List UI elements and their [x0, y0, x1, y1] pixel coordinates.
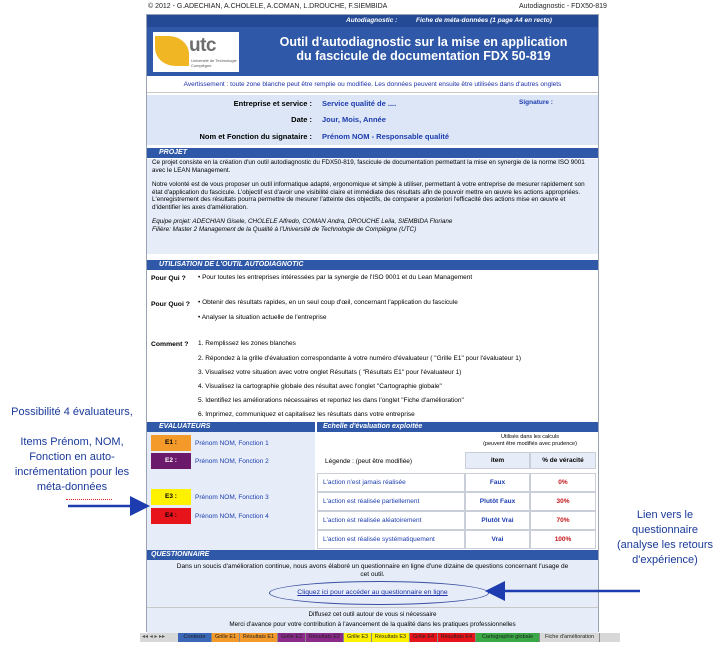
legend-label: Légende : (peut être modifiée) — [325, 458, 413, 465]
scale-label-1[interactable]: L'action est réalisée partiellement — [317, 492, 465, 511]
separator — [147, 607, 598, 608]
projet-section — [147, 159, 598, 254]
evaluator-badge-e4: E4 : — [151, 508, 191, 524]
questionnaire-link[interactable]: Cliquez ici pour accéder au questionnaire en ligne — [297, 589, 448, 596]
evaluator-badge-e1: E1 : — [151, 435, 191, 451]
tab-cartographie-globale[interactable]: Cartographie globale — [476, 633, 540, 642]
calc-note-line-2: (peuvent être modifiés avec prudence) — [483, 440, 577, 447]
subtitle-text: Fiche de méta-données (1 page A4 en recto) — [416, 17, 552, 24]
step-3: 3. Visualisez votre situation avec votre onglet Résultats ( "Résultats E1" pour l'évaluateur 1) — [198, 369, 462, 376]
document-header — [0, 0, 727, 14]
metadata-form — [147, 95, 598, 145]
calc-note — [465, 434, 595, 447]
evaluator-badge-e2: E2 : — [151, 453, 191, 469]
logo-swoosh-icon — [155, 36, 189, 66]
evaluator-name-e4[interactable]: Prénom NOM, Fonction 4 — [195, 513, 269, 520]
subtitle-bar — [147, 15, 598, 27]
questionnaire-text-1: Dans un soucis d'amélioration continue, nous avons élaboré un questionnaire en ligne d'une dizaine de questions concernant l'usage de — [176, 563, 569, 570]
projet-paragraph-1: Ce projet consiste en la création d'un outil autodiagnostic du FDX50-819, fascicule de documentation permettant la mise en synergie de la norme ISO 9001 avec le LEAN Management. — [152, 159, 585, 174]
step-5: 5. Identifiez les améliorations nécessaires et reportez les dans l'onglet "Fiche d'amélioration" — [198, 397, 464, 404]
page-title — [251, 35, 596, 63]
pourqui-item: • Pour toutes les entreprises intéressées par la synergie de l'ISO 9001 et du Lean Management — [198, 274, 473, 281]
tab-resultats-e2[interactable]: Résultats E2 — [306, 633, 344, 642]
step-4: 4. Visualisez la cartographie globale des résultat avec l'onglet "Cartographie globale" — [198, 383, 442, 390]
tab-grille-e4[interactable]: Grille E4 — [410, 633, 438, 642]
projet-heading: PROJET — [147, 148, 598, 158]
spreadsheet-sheet — [146, 14, 599, 632]
tab-resultats-e4[interactable]: Résultats E4 — [438, 633, 476, 642]
item-column-header: item — [465, 452, 530, 469]
utilisation-section — [147, 271, 598, 429]
copyright-text: © 2012 - G.ADECHIAN, A.CHOLELE, A.COMAN, L.DROUCHE, F.SIEMBIDA — [148, 3, 388, 10]
scale-label-3[interactable]: L'action est réalisée systématiquement — [317, 530, 465, 549]
annotation-evaluators — [2, 405, 142, 495]
projet-filiere: Filière: Master 2 Management de la Qualité à l'Université de Technologie de Compiègne (UTC) — [152, 225, 417, 233]
spellcheck-underline — [66, 498, 112, 500]
evaluator-badge-e3: E3 : — [151, 489, 191, 505]
title-line-1: Outil d'autodiagnostic sur la mise en application — [279, 35, 568, 49]
annotation-evaluators-text: Possibilité 4 évaluateurs, Items Prénom, NOM, Fonction en auto-incrémentation pour les méta-données — [11, 406, 133, 493]
pourquoi-label: Pour Quoi ? — [151, 301, 190, 308]
utilisation-heading: UTILISATION DE L'OUTIL AUTODIAGNOTIC — [147, 260, 598, 270]
tab-scroll-arrows-icon[interactable]: ◂◂ ◂ ▸ ▸▸ — [142, 634, 166, 640]
projet-paragraph-2: Notre volonté est de vous proposer un outil informatique adapté, ergonomique et simple à utiliser, permettant à votre entreprise de mesurer rapidement son état d'application du fascicule. L'objectif est d'avoir une visibilité claire et immédiate des résultats afin de pouvoir mettre en œuvre les actions appropriées. L'enregistrement des résultats pourra permettre de mesurer l'atteinte des objectifs, de comparer a posteriori l'efficacité des actions mise en œuvre et d'identifier les axes d'amélioration. — [152, 181, 585, 211]
tab-grille-e2[interactable]: Grille E2 — [278, 633, 306, 642]
utc-logo — [153, 32, 239, 72]
tab-fiche-amelioration[interactable]: Fiche d'amélioration — [540, 633, 600, 642]
document-code: Autodiagnostic - FDX50-819 — [519, 3, 607, 10]
signer-label: Nom et Fonction du signataire : — [199, 132, 312, 141]
subtitle-prefix: Autodiagnostic : — [346, 17, 398, 24]
scale-item-1[interactable]: Plutôt Faux — [465, 492, 530, 511]
tab-grille-e1[interactable]: Grille E1 — [212, 633, 240, 642]
separator — [147, 92, 598, 93]
step-1: 1. Remplissez les zones blanches — [198, 340, 296, 347]
logo-text: utc — [189, 35, 216, 56]
footer-line-2: Merci d'avance pour votre contribution à l'avancement de la qualité dans les pratiques professionnelles — [229, 621, 516, 628]
title-line-2: du fascicule de documentation FDX 50-819 — [296, 49, 551, 63]
scale-pct-2[interactable]: 70% — [530, 511, 596, 530]
scale-item-0[interactable]: Faux — [465, 473, 530, 492]
echelle-panel — [317, 432, 598, 550]
tab-grille-e3[interactable]: Grille E3 — [344, 633, 372, 642]
annotation-link — [610, 508, 720, 568]
footer-line-1: Diffusez cet outil autour de vous si nécessaire — [308, 611, 437, 618]
sheet-tabs — [140, 633, 620, 642]
signer-field[interactable]: Prénom NOM - Responsable qualité — [322, 132, 450, 141]
signature-label: Signature : — [519, 99, 553, 106]
calc-note-line-1: Utilisés dans les calculs — [500, 434, 560, 440]
scale-pct-0[interactable]: 0% — [530, 473, 596, 492]
scale-label-2[interactable]: L'action est réalisée aléatoirement — [317, 511, 465, 530]
projet-team: Equipe projet: ADECHIAN Gisele, CHOLELE Alfredo, COMAN Andra, DROUCHE Leila, SIEMBIDA Floriane — [152, 218, 453, 225]
echelle-heading: Echelle d'évaluation exploitée — [317, 422, 598, 432]
warning-text: Avertissement : toute zone blanche peut être remplie ou modifiée. Les données peuvent ensuite être utilisées dans d'autres onglets — [183, 81, 562, 88]
enterprise-field[interactable]: Service qualité de .... — [322, 99, 397, 108]
enterprise-label: Entreprise et service : — [233, 99, 312, 108]
scale-label-0[interactable]: L'action n'est jamais réalisée — [317, 473, 465, 492]
pourqui-label: Pour Qui ? — [151, 275, 186, 282]
title-banner — [147, 27, 598, 76]
evaluateurs-heading: EVALUATEURS — [147, 422, 315, 432]
tab-resultats-e1[interactable]: Résultats E1 — [240, 633, 278, 642]
evaluator-name-e3[interactable]: Prénom NOM, Fonction 3 — [195, 494, 269, 501]
scale-item-2[interactable]: Plutôt Vrai — [465, 511, 530, 530]
step-6: 6. Imprimez, communiquez et capitalisez les résultats dans votre entreprise — [198, 411, 415, 418]
evaluator-name-e2[interactable]: Prénom NOM, Fonction 2 — [195, 458, 269, 465]
scale-pct-3[interactable]: 100% — [530, 530, 596, 549]
pourquoi-item-1: • Obtenir des résultats rapides, en un seul coup d'œil, concernant l'application du fascicule — [198, 299, 458, 306]
evaluateurs-panel — [147, 432, 315, 550]
annotation-link-text: Lien vers le questionnaire (analyse les retours d'expérience) — [617, 509, 713, 566]
date-field[interactable]: Jour, Mois, Année — [322, 115, 386, 124]
step-2: 2. Répondez à la grille d'évaluation correspondante à votre numéro d'évaluateur ( "Grille E1" pour l'évaluateur 1) — [198, 355, 522, 362]
tab-contexte[interactable]: Contexte — [178, 633, 212, 642]
pourquoi-item-2: • Analyser la situation actuelle de l'entreprise — [198, 314, 327, 321]
comment-label: Comment ? — [151, 341, 189, 348]
questionnaire-heading: QUESTIONNAIRE — [147, 550, 598, 560]
logo-subtext: Université de Technologie Compiègne — [191, 58, 237, 68]
questionnaire-text-2: cet outil. — [360, 571, 385, 578]
tab-resultats-e3[interactable]: Résultats E3 — [372, 633, 410, 642]
scale-pct-1[interactable]: 30% — [530, 492, 596, 511]
date-label: Date : — [291, 115, 312, 124]
pct-column-header: % de véracité — [530, 452, 596, 469]
evaluator-name-e1[interactable]: Prénom NOM, Fonction 1 — [195, 440, 269, 447]
scale-item-3[interactable]: Vrai — [465, 530, 530, 549]
